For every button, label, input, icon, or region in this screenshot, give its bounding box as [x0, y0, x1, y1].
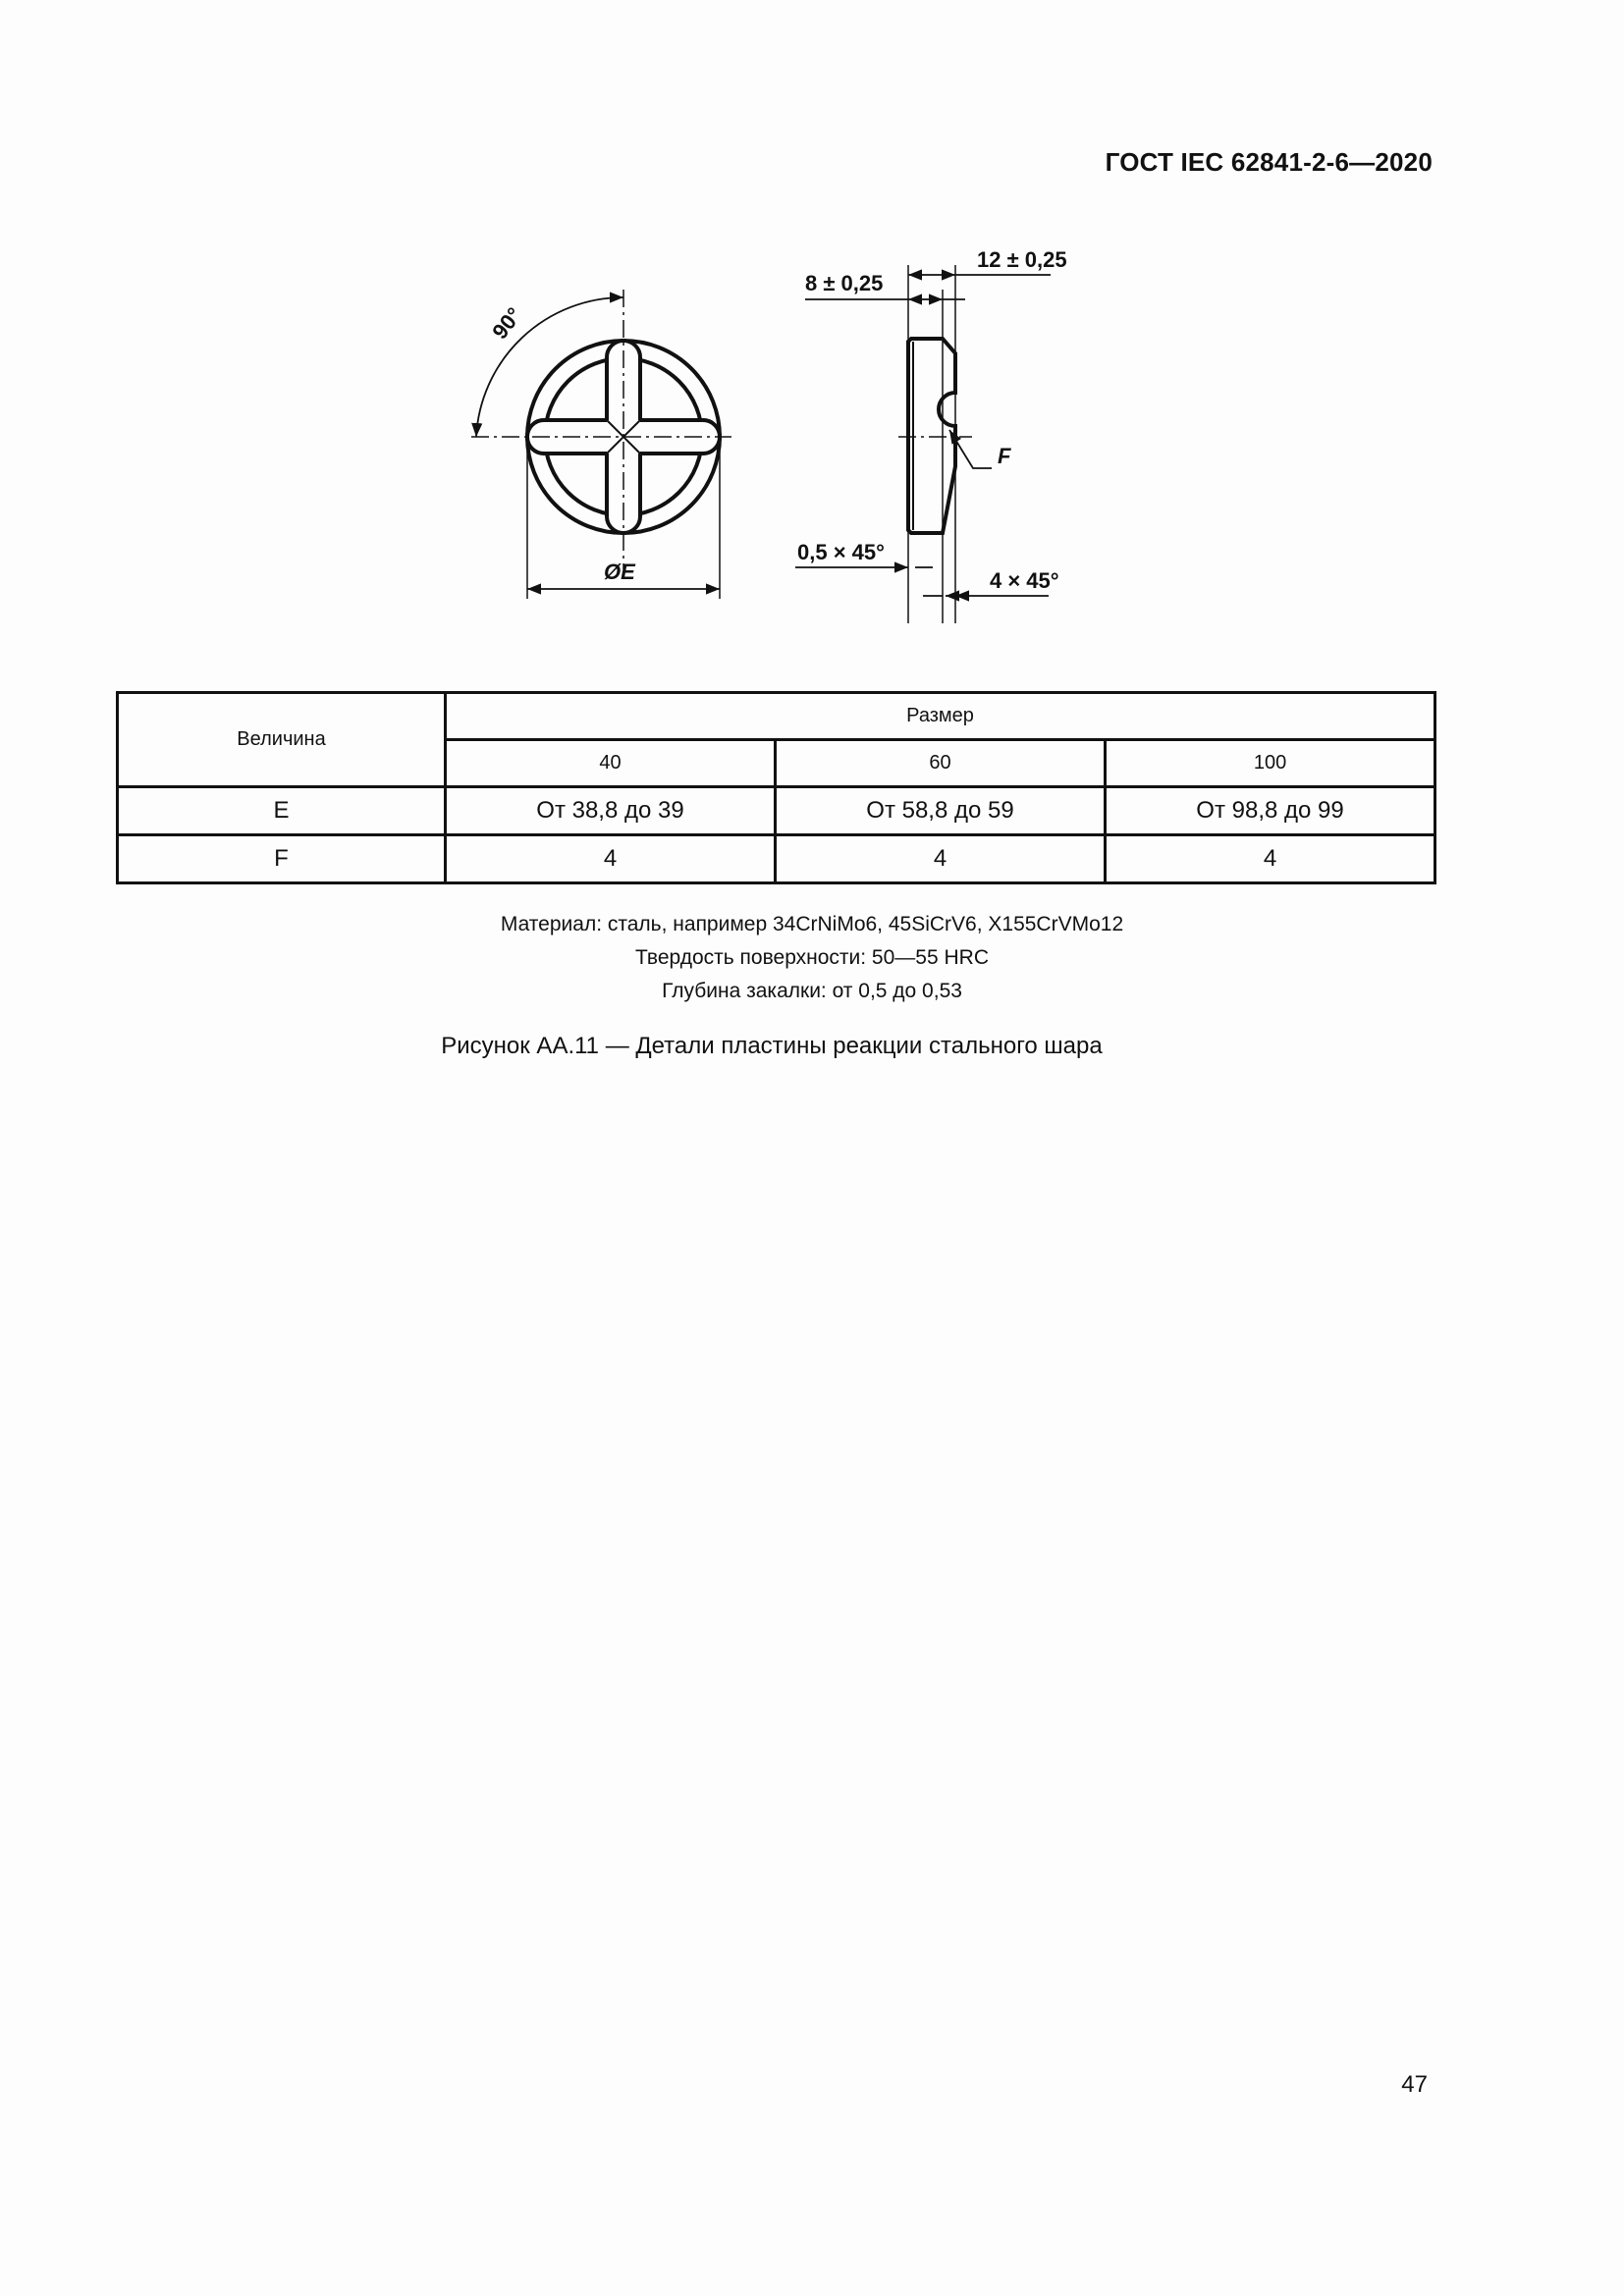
size-column-header: 40 [446, 740, 776, 787]
hardening-depth-note: Глубина закалки: от 0,5 до 0,53 [662, 980, 962, 1002]
size-column-header: 60 [776, 740, 1106, 787]
table-row [118, 787, 1435, 835]
quantity-header: Величина [118, 693, 446, 787]
table-row [118, 835, 1435, 883]
table-cell: От 38,8 до 39 [446, 787, 776, 835]
row-name: F [118, 835, 446, 883]
inner-thickness-label: 8 ± 0,25 [805, 271, 884, 295]
table-cell: От 98,8 до 99 [1106, 787, 1435, 835]
row-name: E [118, 787, 446, 835]
hardness-note: Твердость поверхности: 50—55 HRC [635, 946, 989, 969]
large-chamfer-label: 4 × 45° [990, 568, 1059, 593]
size-header: Размер [446, 693, 1435, 740]
diameter-label: ØE [604, 560, 635, 584]
material-note: Материал: сталь, например 34CrNiMo6, 45SiCrV6, X155CrVMo12 [500, 913, 1124, 935]
table-cell: От 58,8 до 59 [776, 787, 1106, 835]
table-cell: 4 [446, 835, 776, 883]
table-cell: 4 [776, 835, 1106, 883]
small-chamfer-label: 0,5 × 45° [797, 540, 885, 564]
dimensions-table [116, 691, 1436, 884]
plate-profile [908, 339, 955, 533]
table-cell: 4 [1106, 835, 1435, 883]
size-column-header: 100 [1106, 740, 1435, 787]
total-thickness-label: 12 ± 0,25 [977, 247, 1067, 272]
figure-caption: Рисунок АА.11 — Детали пластины реакции стального шара [441, 1033, 1103, 1059]
angle-label: 90° [487, 302, 527, 345]
document-standard-number: ГОСТ IEC 62841-2-6—2020 [1105, 147, 1433, 177]
figure-notes [0, 908, 1624, 1008]
page-number: 47 [1401, 2071, 1428, 2098]
steel-ball-reaction-plate-drawing [461, 231, 1090, 623]
groove-label: F [998, 444, 1011, 468]
